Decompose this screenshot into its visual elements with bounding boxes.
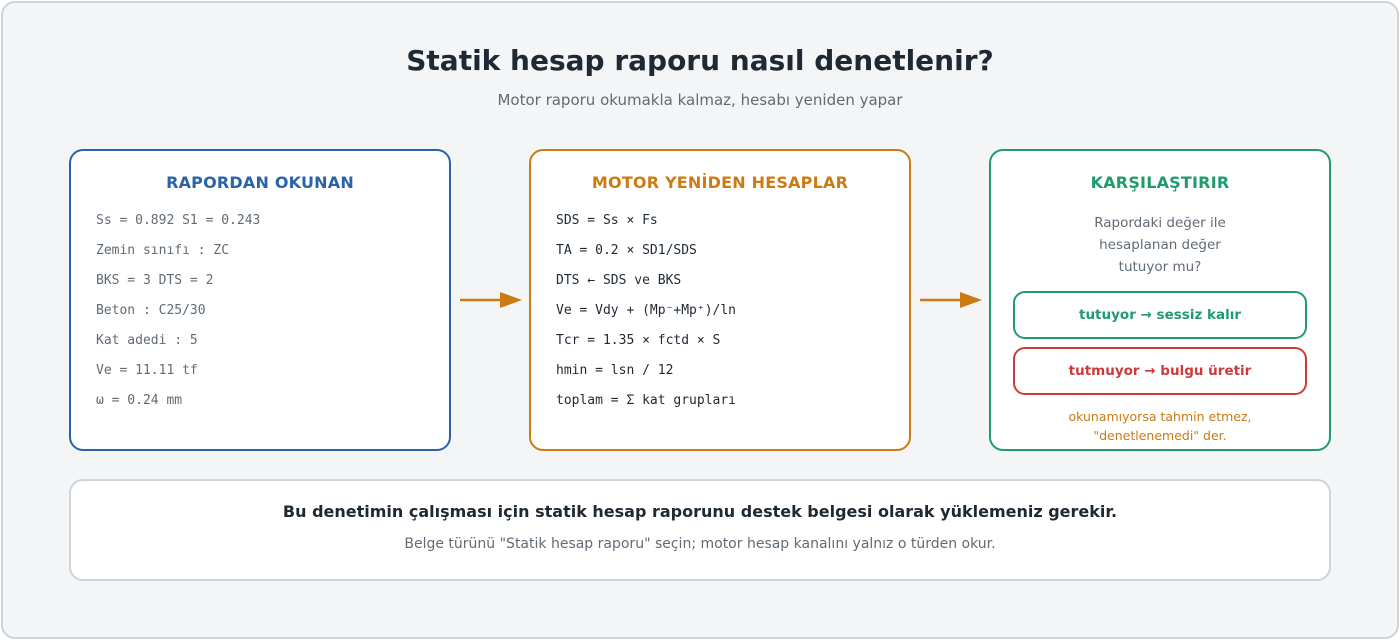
arrow-right-icon bbox=[458, 288, 524, 312]
calc-line: Ve = Vdy + (Mp⁻+Mp⁺)/ln bbox=[556, 303, 737, 318]
page-subtitle: Motor raporu okumakla kalmaz, hesabı yeniden yapar bbox=[497, 91, 903, 109]
unreadable-note-line: okunamıyorsa tahmin etmez, bbox=[1068, 409, 1252, 424]
read-line: BKS = 3 DTS = 2 bbox=[96, 273, 214, 288]
compare-question-line: tutuyor mu? bbox=[1118, 259, 1202, 275]
page-title: Statik hesap raporu nasıl denetlenir? bbox=[406, 44, 994, 77]
match-outcome-pill: tutuyor → sessiz kalır bbox=[1013, 291, 1307, 339]
compare-question bbox=[991, 212, 1329, 278]
document-type-hint: Belge türünü "Statik hesap raporu" seçin; motor hesap kanalını yalnız o türden okur. bbox=[404, 536, 996, 552]
read-line: Kat adedi : 5 bbox=[96, 333, 198, 348]
upload-requirement-text: Bu denetimin çalışması için statik hesap raporunu destek belgesi olarak yüklemeniz gerekir. bbox=[282, 502, 1118, 521]
card-engine-recalculates bbox=[529, 149, 911, 451]
calc-line: TA = 0.2 × SD1/SDS bbox=[556, 243, 697, 258]
unreadable-note bbox=[991, 407, 1329, 445]
upload-requirement-note bbox=[69, 479, 1331, 581]
card-read-title: RAPORDAN OKUNAN bbox=[166, 173, 354, 192]
read-line: Ss = 0.892 S1 = 0.243 bbox=[96, 213, 261, 228]
card-compare-title: KARŞILAŞTIRIR bbox=[1090, 173, 1230, 192]
mismatch-outcome-pill: tutmuyor → bulgu üretir bbox=[1013, 347, 1307, 395]
compare-question-line: hesaplanan değer bbox=[1099, 237, 1221, 253]
compare-question-line: Rapordaki değer ile bbox=[1094, 215, 1226, 231]
calc-line: hmin = lsn / 12 bbox=[556, 363, 674, 378]
card-read-from-report bbox=[69, 149, 451, 451]
calc-line: Tcr = 1.35 × fctd × S bbox=[556, 333, 721, 348]
card-read-lines bbox=[96, 211, 260, 421]
read-line: Zemin sınıfı : ZC bbox=[96, 243, 230, 258]
arrow-right-icon bbox=[918, 288, 984, 312]
unreadable-note-line: "denetlenemedi" der. bbox=[1093, 428, 1227, 443]
calc-line: toplam = Σ kat grupları bbox=[556, 393, 737, 408]
calc-line: SDS = Ss × Fs bbox=[556, 213, 658, 228]
card-calc-lines bbox=[556, 211, 736, 421]
read-line: ω = 0.24 mm bbox=[96, 393, 183, 408]
card-compare bbox=[989, 149, 1331, 451]
card-calc-title: MOTOR YENİDEN HESAPLAR bbox=[591, 173, 849, 192]
read-line: Ve = 11.11 tf bbox=[96, 363, 198, 378]
calc-line: DTS ← SDS ve BKS bbox=[556, 273, 682, 288]
read-line: Beton : C25/30 bbox=[96, 303, 206, 318]
